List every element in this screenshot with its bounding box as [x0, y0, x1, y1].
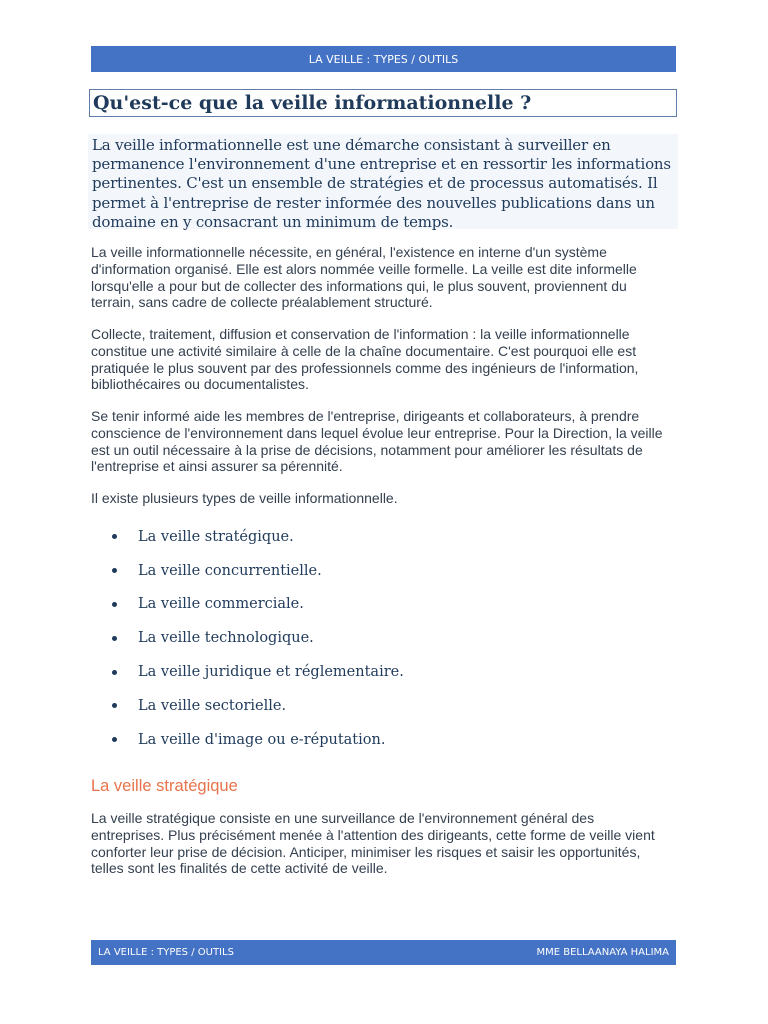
section-body: La veille stratégique consiste en une surveillance de l'environnement général des entreprises. Plus précisément menée à l'attention des dirigeants, cette forme de veille vient conforter leur prise de décision. Anticiper, minimiser les risques et saisir les opportunités, telles sont les finalités de cette activité de veille. — [91, 810, 655, 877]
bullet-icon — [112, 670, 117, 675]
list-item: La veille d'image ou e-réputation. — [91, 723, 404, 757]
paragraph-informe: Se tenir informé aide les membres de l'entreprise, dirigeants et collaborateurs, à prendre conscience de l'environnement dans lequel évolue leur entreprise. Pour la Direction, la veille est un outil nécessaire à la prise de décisions, notamment pour améliorer les résultats de l'entreprise et ainsi assurer sa pérennité. — [91, 408, 663, 475]
bullet-icon — [112, 636, 117, 641]
list-item: La veille commerciale. — [91, 588, 404, 622]
footer-left: LA VEILLE : TYPES / OUTILS — [98, 947, 234, 958]
paragraph-formal: La veille informationnelle nécessite, en général, l'existence en interne d'un système d'information organisé. Elle est alors nommée veille formelle. La veille est dite informelle lorsqu'elle a pour but de collecter des informations qui, le plus souvent, proviennent du terrain, sans cadre de collecte préalablement structuré. — [91, 244, 637, 311]
paragraph-types-intro: Il existe plusieurs types de veille informationnelle. — [91, 490, 398, 506]
intro-paragraph: La veille informationnelle est une démarche consistant à surveiller en permanence l'environnement d'une entreprise et en ressortir les informations pertinentes. C'est un ensemble de stratégies et de processus automatisés. Il permet à l'entreprise de rester informée des nouvelles publications dans un domaine en y consacrant un minimum de temps. — [88, 134, 678, 229]
bullet-icon — [112, 602, 117, 607]
list-item: La veille juridique et réglementaire. — [91, 655, 404, 689]
list-item: La veille sectorielle. — [91, 689, 404, 723]
bullet-icon — [112, 534, 117, 539]
bullet-icon — [112, 568, 117, 573]
footer-banner — [91, 940, 676, 965]
page-title: Qu'est-ce que la veille informationnelle ? — [89, 89, 677, 117]
list-item: La veille technologique. — [91, 621, 404, 655]
header-banner — [91, 46, 676, 72]
list-item: La veille stratégique. — [91, 520, 404, 554]
header-title: LA VEILLE : TYPES / OUTILS — [308, 52, 459, 66]
bullet-icon — [112, 703, 117, 708]
types-list — [91, 520, 404, 757]
footer-author: MME BELLAANAYA HALIMA — [536, 947, 669, 958]
list-item: La veille concurrentielle. — [91, 554, 404, 588]
section-heading: La veille stratégique — [91, 777, 238, 795]
bullet-icon — [112, 737, 117, 742]
paragraph-collecte: Collecte, traitement, diffusion et conservation de l'information : la veille informationnelle constitue une activité similaire à celle de la chaîne documentaire. C'est pourquoi elle est pratiquée le plus souvent par des professionnels comme des ingénieurs de l'information, bibliothécaires ou documentalistes. — [91, 326, 639, 393]
